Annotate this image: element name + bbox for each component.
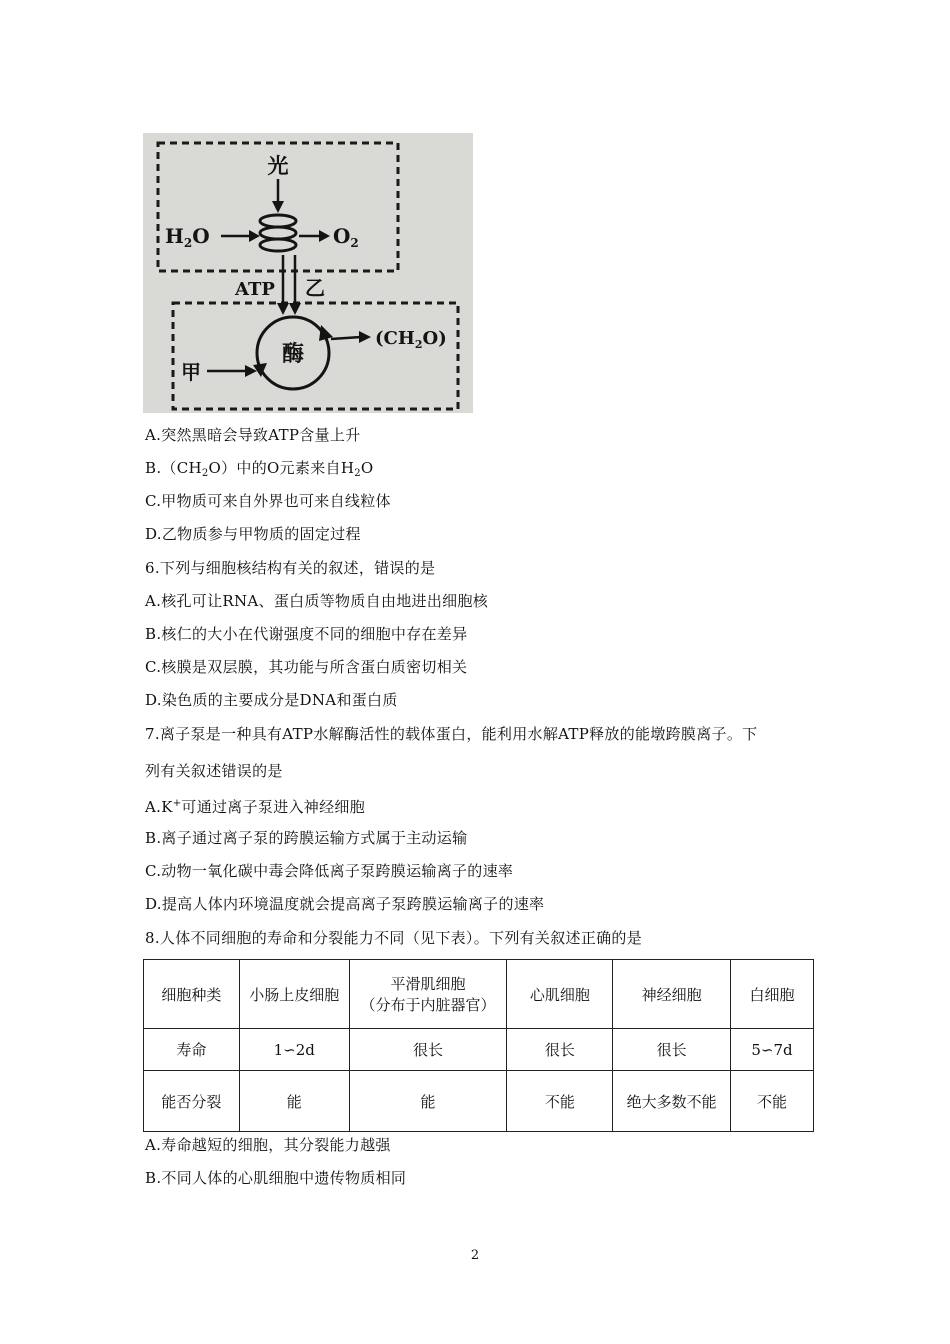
page-number: 2 [470, 1248, 480, 1263]
cycle-arrowhead-right [319, 325, 333, 341]
q7-stem-line2: 列有关叙述错误的是 [145, 762, 283, 780]
q5-option-c: C.甲物质可来自外界也可来自线粒体 [145, 492, 391, 510]
table-cell: 很长 [613, 1029, 731, 1071]
q6-stem: 6.下列与细胞核结构有关的叙述，错误的是 [145, 559, 436, 577]
table-cell: 很长 [349, 1029, 507, 1071]
jia-label: 甲 [181, 360, 201, 384]
q7-option-c: C.动物一氧化碳中毒会降低离子泵跨膜运输离子的速率 [145, 862, 514, 880]
q6-option-a: A.核孔可让RNA、蛋白质等物质自由地进出细胞核 [145, 592, 489, 610]
yi-label: 乙 [305, 276, 325, 300]
thylakoid-disc-2 [260, 227, 296, 239]
water-arrowhead [249, 230, 260, 242]
table-cell: 神经细胞 [613, 960, 731, 1029]
water-label: $H_2O$ [165, 224, 210, 250]
oxygen-arrowhead [319, 230, 330, 242]
table-cell: 不能 [731, 1071, 814, 1132]
q8-stem: 8.人体不同细胞的寿命和分裂能力不同（见下表）。下列有关叙述正确的是 [145, 929, 643, 947]
table-cell: 很长 [507, 1029, 613, 1071]
table-cell: 小肠上皮细胞 [239, 960, 349, 1029]
oxygen-label: $O_2$ [333, 224, 359, 250]
thylakoid-disc-3 [260, 239, 296, 251]
table-row [144, 1071, 814, 1132]
table-header-row [144, 960, 814, 1029]
q5-option-d: D.乙物质参与甲物质的固定过程 [145, 525, 361, 543]
photosynthesis-diagram [143, 133, 473, 413]
dark-reaction-box [173, 303, 458, 409]
q8-option-a: A.寿命越短的细胞，其分裂能力越强 [145, 1136, 391, 1154]
atp-arrowhead [277, 303, 289, 315]
q6-option-b: B.核仁的大小在代谢强度不同的细胞中存在差异 [145, 625, 468, 643]
table-cell-note: （分布于内脏器官） [360, 996, 496, 1014]
light-arrowhead [272, 201, 284, 213]
atp-label: ATP [235, 279, 275, 300]
diagram-svg [143, 133, 473, 413]
q7-option-a: A.K+可通过离子泵进入神经细胞 [145, 798, 366, 816]
q8-option-b: B.不同人体的心肌细胞中遗传物质相同 [145, 1169, 407, 1187]
table-cell: 能 [239, 1071, 349, 1132]
thylakoid-disc-1 [260, 215, 296, 227]
table-cell: 能 [349, 1071, 507, 1132]
table-cell: 细胞种类 [144, 960, 240, 1029]
table-cell [349, 960, 507, 1029]
q5-option-b: $B.(CH_2O)$中的O元素来自$H_2O$ [145, 459, 374, 479]
q6-option-d: D.染色质的主要成分是DNA和蛋白质 [145, 691, 398, 709]
table-cell: 1∽2d [239, 1029, 349, 1071]
light-label: 光 [267, 153, 289, 178]
table-cell-text: 平滑肌细胞 [390, 975, 466, 993]
table-cell: 白细胞 [731, 960, 814, 1029]
table-cell: 不能 [507, 1071, 613, 1132]
yi-arrowhead [289, 303, 301, 315]
table-cell: 寿命 [144, 1029, 240, 1071]
q7-option-b: B.离子通过离子泵的跨膜运输方式属于主动运输 [145, 829, 468, 847]
table-cell: 心肌细胞 [507, 960, 613, 1029]
cell-lifespan-table [143, 959, 814, 1132]
ch2o-arrow [331, 337, 361, 339]
table-row [144, 1029, 814, 1071]
table-cell: 5∽7d [731, 1029, 814, 1071]
q7-stem-line1: 7.离子泵是一种具有ATP水解酶活性的载体蛋白，能利用水解ATP释放的能墩跨膜离子。下 [145, 725, 758, 743]
ch2o-label: $(CH_2O)$ [375, 328, 447, 351]
ch2o-arrowhead [359, 331, 371, 343]
q6-option-c: C.核膜是双层膜，其功能与所含蛋白质密切相关 [145, 658, 468, 676]
q7-option-d: D.提高人体内环境温度就会提高离子泵跨膜运输离子的速率 [145, 895, 545, 913]
table-cell: 绝大多数不能 [613, 1071, 731, 1132]
table-cell: 能否分裂 [144, 1071, 240, 1132]
q5-option-a: A.突然黑暗会导致ATP含量上升 [145, 426, 361, 444]
enzyme-label: 酶 [281, 341, 305, 367]
